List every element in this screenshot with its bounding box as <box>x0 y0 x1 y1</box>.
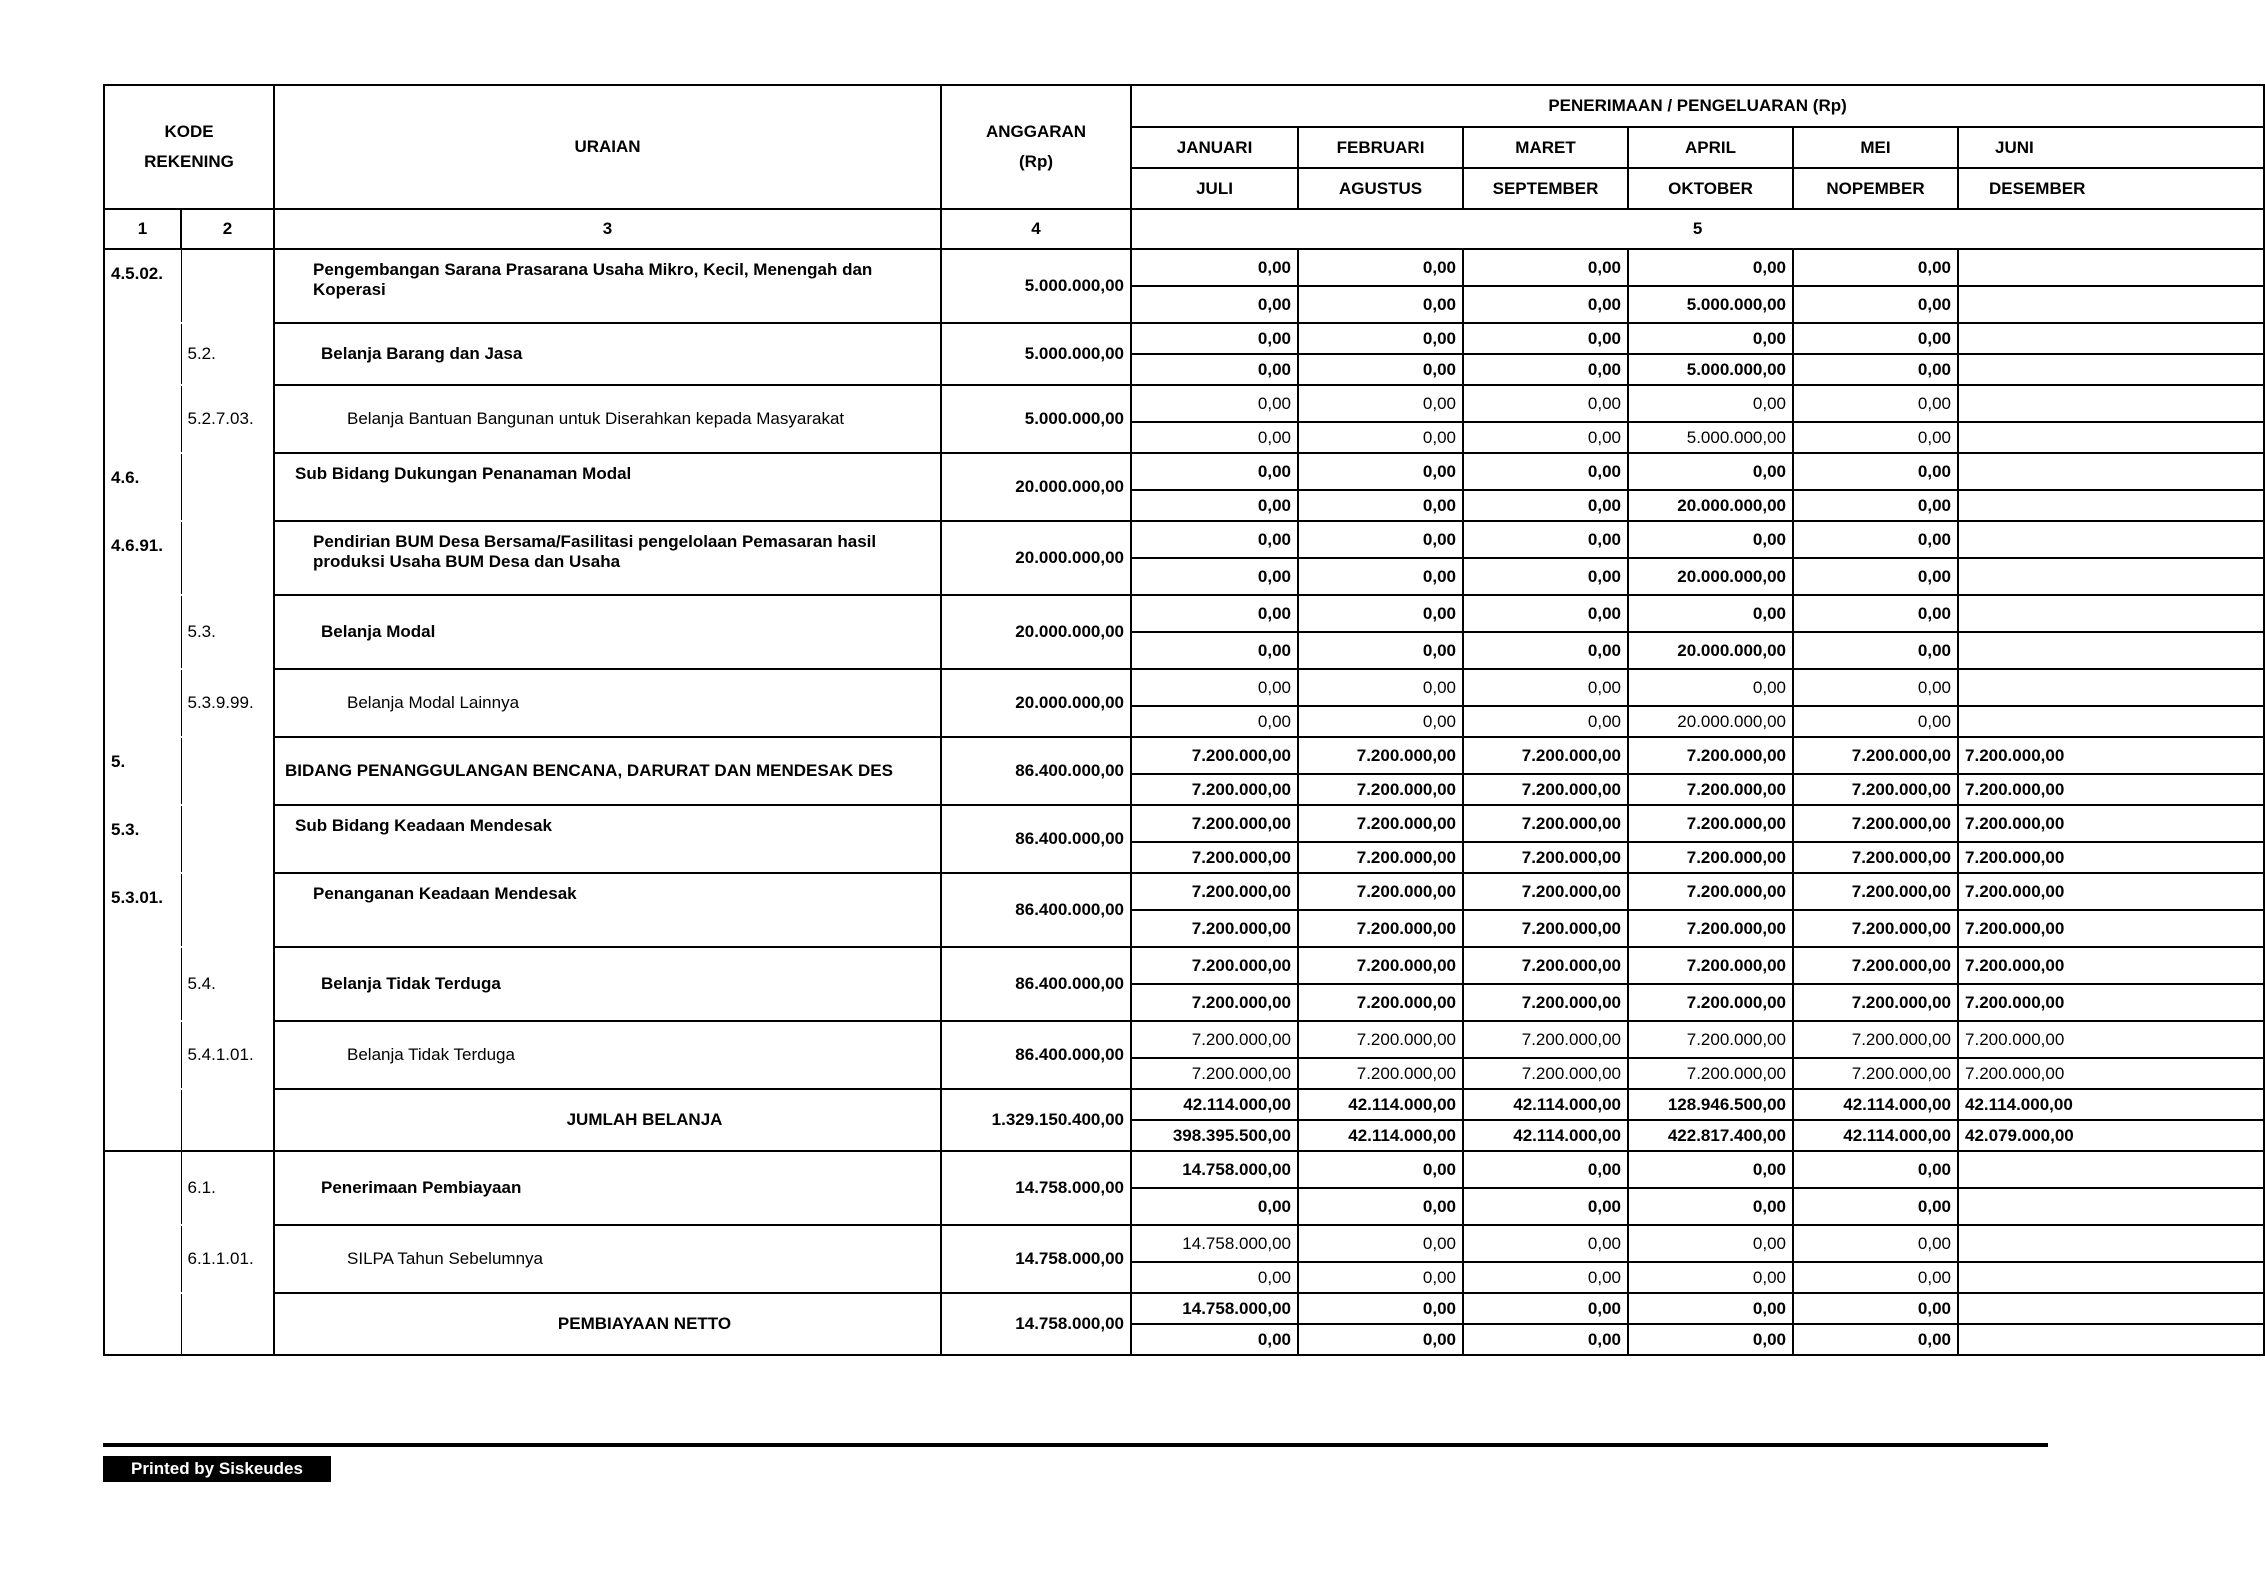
month-value-top: 42.114.000,00 <box>1463 1089 1628 1120</box>
month-value-bottom: 20.000.000,00 <box>1628 490 1793 521</box>
month-value-bottom: 7.200.000,00 <box>1793 842 1958 873</box>
month-value-bottom <box>1958 1262 2264 1293</box>
month-value-top: 0,00 <box>1463 453 1628 490</box>
month-value-top: 0,00 <box>1298 521 1463 558</box>
month-value-bottom: 0,00 <box>1793 558 1958 595</box>
month-value-top: 0,00 <box>1793 1151 1958 1188</box>
header-month-bottom: DESEMBER <box>1958 168 2264 209</box>
month-value-top: 0,00 <box>1628 1151 1793 1188</box>
month-value-bottom: 0,00 <box>1131 1188 1298 1225</box>
kode-rekening-2: 5.2.7.03. <box>181 385 274 453</box>
header-month-top: APRIL <box>1628 127 1793 168</box>
kode-rekening-2: 6.1. <box>181 1151 274 1225</box>
month-value-bottom: 0,00 <box>1793 706 1958 737</box>
month-value-bottom: 0,00 <box>1131 1262 1298 1293</box>
uraian-cell: Belanja Tidak Terduga <box>274 947 941 1021</box>
uraian-cell: Sub Bidang Dukungan Penanaman Modal <box>274 453 941 521</box>
month-value-bottom <box>1958 490 2264 521</box>
table-row <box>104 249 2264 286</box>
table-row <box>104 947 2264 984</box>
month-value-top: 0,00 <box>1628 669 1793 706</box>
month-value-bottom: 0,00 <box>1793 354 1958 385</box>
month-value-top: 0,00 <box>1463 249 1628 286</box>
uraian-cell: Belanja Tidak Terduga <box>274 1021 941 1089</box>
month-value-bottom: 7.200.000,00 <box>1463 774 1628 805</box>
month-value-top: 14.758.000,00 <box>1131 1225 1298 1262</box>
uraian-cell: JUMLAH BELANJA <box>274 1089 941 1151</box>
month-value-top: 7.200.000,00 <box>1793 947 1958 984</box>
month-value-top: 0,00 <box>1131 453 1298 490</box>
month-value-bottom: 0,00 <box>1131 558 1298 595</box>
month-value-bottom: 0,00 <box>1793 632 1958 669</box>
kode-rekening-2: 5.3.9.99. <box>181 669 274 737</box>
month-value-top: 0,00 <box>1131 323 1298 354</box>
table-row <box>104 1225 2264 1262</box>
month-value-bottom: 0,00 <box>1298 490 1463 521</box>
month-value-top: 7.200.000,00 <box>1298 873 1463 910</box>
month-value-top: 0,00 <box>1131 521 1298 558</box>
month-value-bottom: 7.200.000,00 <box>1131 774 1298 805</box>
kode-rekening-2: 6.1.1.01. <box>181 1225 274 1293</box>
month-value-bottom: 42.079.000,00 <box>1958 1120 2264 1151</box>
month-value-top <box>1958 249 2264 286</box>
anggaran-cell: 20.000.000,00 <box>941 669 1131 737</box>
budget-table <box>103 84 2265 1356</box>
kode-rekening-2 <box>181 453 274 521</box>
header-month-bottom: NOPEMBER <box>1793 168 1958 209</box>
anggaran-cell: 86.400.000,00 <box>941 947 1131 1021</box>
month-value-bottom: 0,00 <box>1131 1324 1298 1355</box>
header-uraian: URAIAN <box>274 85 941 209</box>
kode-rekening-1 <box>104 1021 181 1089</box>
kode-rekening-2: 5.4. <box>181 947 274 1021</box>
month-value-top: 128.946.500,00 <box>1628 1089 1793 1120</box>
month-value-bottom: 0,00 <box>1628 1262 1793 1293</box>
anggaran-cell: 5.000.000,00 <box>941 323 1131 385</box>
month-value-bottom <box>1958 1324 2264 1355</box>
month-value-bottom: 0,00 <box>1463 354 1628 385</box>
month-value-top: 7.200.000,00 <box>1628 947 1793 984</box>
month-value-bottom <box>1958 706 2264 737</box>
month-value-bottom: 7.200.000,00 <box>1958 842 2264 873</box>
month-value-bottom: 422.817.400,00 <box>1628 1120 1793 1151</box>
month-value-top <box>1958 323 2264 354</box>
month-value-top: 7.200.000,00 <box>1628 805 1793 842</box>
month-value-top: 7.200.000,00 <box>1131 737 1298 774</box>
month-value-top: 7.200.000,00 <box>1958 737 2264 774</box>
kode-rekening-2 <box>181 249 274 323</box>
month-value-top <box>1958 669 2264 706</box>
month-value-top: 7.200.000,00 <box>1958 873 2264 910</box>
month-value-bottom: 0,00 <box>1628 1324 1793 1355</box>
month-value-top: 7.200.000,00 <box>1463 947 1628 984</box>
month-value-bottom: 7.200.000,00 <box>1793 774 1958 805</box>
kode-rekening-2: 5.3. <box>181 595 274 669</box>
month-value-bottom: 0,00 <box>1463 286 1628 323</box>
kode-rekening-1 <box>104 1293 181 1355</box>
month-value-top: 0,00 <box>1463 521 1628 558</box>
month-value-bottom: 0,00 <box>1463 1262 1628 1293</box>
header-month-bottom: OKTOBER <box>1628 168 1793 209</box>
month-value-top: 0,00 <box>1131 595 1298 632</box>
kode-rekening-2 <box>181 521 274 595</box>
month-value-top: 7.200.000,00 <box>1793 737 1958 774</box>
month-value-top: 0,00 <box>1628 595 1793 632</box>
uraian-cell: Penerimaan Pembiayaan <box>274 1151 941 1225</box>
month-value-top: 7.200.000,00 <box>1131 805 1298 842</box>
uraian-cell: BIDANG PENANGGULANGAN BENCANA, DARURAT DAN MENDESAK DES <box>274 737 941 805</box>
header-month-top: MEI <box>1793 127 1958 168</box>
month-value-top: 0,00 <box>1628 385 1793 422</box>
month-value-bottom: 7.200.000,00 <box>1131 910 1298 947</box>
month-value-top: 0,00 <box>1793 1225 1958 1262</box>
month-value-top: 0,00 <box>1793 1293 1958 1324</box>
uraian-cell: Pendirian BUM Desa Bersama/Fasilitasi pengelolaan Pemasaran hasil produksi Usaha BUM Desa dan Usaha <box>274 521 941 595</box>
month-value-bottom: 7.200.000,00 <box>1131 1058 1298 1089</box>
month-value-bottom: 0,00 <box>1463 1188 1628 1225</box>
header-penerimaan: PENERIMAAN / PENGELUARAN (Rp) <box>1131 85 2264 127</box>
kode-rekening-1 <box>104 1089 181 1151</box>
anggaran-cell: 20.000.000,00 <box>941 595 1131 669</box>
header-month-top: JANUARI <box>1131 127 1298 168</box>
uraian-cell: Belanja Modal <box>274 595 941 669</box>
column-number: 2 <box>181 209 274 249</box>
month-value-top: 0,00 <box>1463 385 1628 422</box>
kode-rekening-1 <box>104 947 181 1021</box>
month-value-top: 7.200.000,00 <box>1298 947 1463 984</box>
month-value-top: 0,00 <box>1298 1151 1463 1188</box>
month-value-bottom: 0,00 <box>1298 1324 1463 1355</box>
month-value-bottom: 0,00 <box>1298 1262 1463 1293</box>
header-month-bottom: AGUSTUS <box>1298 168 1463 209</box>
month-value-bottom: 7.200.000,00 <box>1298 842 1463 873</box>
month-value-bottom: 7.200.000,00 <box>1958 910 2264 947</box>
month-value-bottom: 7.200.000,00 <box>1298 774 1463 805</box>
month-value-top: 7.200.000,00 <box>1958 1021 2264 1058</box>
header-kode-rekening: KODE REKENING <box>104 85 274 209</box>
month-value-top: 0,00 <box>1298 453 1463 490</box>
month-value-bottom: 5.000.000,00 <box>1628 286 1793 323</box>
month-value-top: 0,00 <box>1298 385 1463 422</box>
header-anggaran: ANGGARAN (Rp) <box>941 85 1131 209</box>
month-value-top: 0,00 <box>1298 595 1463 632</box>
month-value-top: 42.114.000,00 <box>1793 1089 1958 1120</box>
month-value-bottom: 7.200.000,00 <box>1628 842 1793 873</box>
month-value-top: 7.200.000,00 <box>1463 873 1628 910</box>
month-value-bottom: 7.200.000,00 <box>1793 984 1958 1021</box>
month-value-bottom: 0,00 <box>1463 632 1628 669</box>
month-value-top: 0,00 <box>1298 1293 1463 1324</box>
month-value-top <box>1958 385 2264 422</box>
month-value-bottom: 0,00 <box>1131 706 1298 737</box>
month-value-top: 7.200.000,00 <box>1463 737 1628 774</box>
month-value-bottom: 7.200.000,00 <box>1958 1058 2264 1089</box>
uraian-cell: Pengembangan Sarana Prasarana Usaha Mikro, Kecil, Menengah dan Koperasi <box>274 249 941 323</box>
table-row <box>104 1293 2264 1324</box>
anggaran-cell: 1.329.150.400,00 <box>941 1089 1131 1151</box>
month-value-top <box>1958 453 2264 490</box>
kode-rekening-1 <box>104 669 181 737</box>
month-value-bottom: 0,00 <box>1793 1324 1958 1355</box>
anggaran-cell: 14.758.000,00 <box>941 1293 1131 1355</box>
month-value-top: 14.758.000,00 <box>1131 1151 1298 1188</box>
month-value-bottom: 0,00 <box>1463 490 1628 521</box>
uraian-cell: Belanja Modal Lainnya <box>274 669 941 737</box>
month-value-top <box>1958 1293 2264 1324</box>
uraian-cell: Sub Bidang Keadaan Mendesak <box>274 805 941 873</box>
table-row <box>104 805 2264 842</box>
month-value-bottom: 0,00 <box>1793 1262 1958 1293</box>
table-row <box>104 323 2264 354</box>
month-value-bottom <box>1958 558 2264 595</box>
kode-rekening-1: 4.5.02. <box>104 249 181 323</box>
month-value-bottom: 42.114.000,00 <box>1463 1120 1628 1151</box>
month-value-bottom: 0,00 <box>1298 632 1463 669</box>
anggaran-cell: 20.000.000,00 <box>941 521 1131 595</box>
kode-rekening-1 <box>104 595 181 669</box>
month-value-top: 0,00 <box>1793 385 1958 422</box>
kode-rekening-2 <box>181 805 274 873</box>
table-row <box>104 1089 2264 1120</box>
month-value-top: 0,00 <box>1628 453 1793 490</box>
kode-rekening-1 <box>104 323 181 385</box>
month-value-top: 0,00 <box>1131 385 1298 422</box>
column-number: 5 <box>1131 209 2264 249</box>
table-row <box>104 1151 2264 1188</box>
month-value-bottom: 0,00 <box>1298 706 1463 737</box>
month-value-bottom: 0,00 <box>1793 422 1958 453</box>
month-value-top: 0,00 <box>1298 249 1463 286</box>
month-value-bottom: 0,00 <box>1298 286 1463 323</box>
anggaran-cell: 5.000.000,00 <box>941 385 1131 453</box>
month-value-bottom: 7.200.000,00 <box>1793 910 1958 947</box>
month-value-top: 7.200.000,00 <box>1958 947 2264 984</box>
month-value-bottom: 0,00 <box>1793 1188 1958 1225</box>
month-value-top: 0,00 <box>1793 595 1958 632</box>
month-value-top: 7.200.000,00 <box>1628 873 1793 910</box>
month-value-bottom <box>1958 286 2264 323</box>
month-value-bottom: 7.200.000,00 <box>1131 842 1298 873</box>
month-value-top: 7.200.000,00 <box>1793 805 1958 842</box>
month-value-top: 0,00 <box>1793 669 1958 706</box>
month-value-top <box>1958 1225 2264 1262</box>
anggaran-cell: 86.400.000,00 <box>941 737 1131 805</box>
month-value-top: 7.200.000,00 <box>1298 1021 1463 1058</box>
month-value-top: 0,00 <box>1463 1293 1628 1324</box>
month-value-bottom <box>1958 422 2264 453</box>
table-row <box>104 737 2264 774</box>
month-value-top: 7.200.000,00 <box>1628 1021 1793 1058</box>
month-value-bottom: 0,00 <box>1793 490 1958 521</box>
header-month-top: MARET <box>1463 127 1628 168</box>
header-month-top: JUNI <box>1958 127 2264 168</box>
month-value-top: 42.114.000,00 <box>1298 1089 1463 1120</box>
month-value-bottom: 7.200.000,00 <box>1131 984 1298 1021</box>
printed-by-badge: Printed by Siskeudes <box>103 1456 331 1482</box>
month-value-top: 0,00 <box>1131 249 1298 286</box>
month-value-bottom: 0,00 <box>1463 558 1628 595</box>
month-value-top: 0,00 <box>1298 669 1463 706</box>
month-value-top: 7.200.000,00 <box>1298 805 1463 842</box>
uraian-cell: Belanja Barang dan Jasa <box>274 323 941 385</box>
month-value-bottom: 7.200.000,00 <box>1463 1058 1628 1089</box>
month-value-bottom: 398.395.500,00 <box>1131 1120 1298 1151</box>
month-value-bottom: 7.200.000,00 <box>1298 1058 1463 1089</box>
anggaran-cell: 86.400.000,00 <box>941 805 1131 873</box>
month-value-bottom <box>1958 354 2264 385</box>
month-value-top: 0,00 <box>1463 323 1628 354</box>
month-value-bottom: 7.200.000,00 <box>1958 984 2264 1021</box>
month-value-bottom: 20.000.000,00 <box>1628 706 1793 737</box>
table-row <box>104 521 2264 558</box>
month-value-top: 7.200.000,00 <box>1958 805 2264 842</box>
kode-rekening-2: 5.4.1.01. <box>181 1021 274 1089</box>
month-value-bottom: 0,00 <box>1628 1188 1793 1225</box>
uraian-cell: SILPA Tahun Sebelumnya <box>274 1225 941 1293</box>
month-value-bottom: 0,00 <box>1298 354 1463 385</box>
month-value-bottom: 0,00 <box>1463 706 1628 737</box>
month-value-top: 0,00 <box>1463 1151 1628 1188</box>
month-value-top: 0,00 <box>1463 595 1628 632</box>
month-value-top: 0,00 <box>1463 669 1628 706</box>
month-value-top <box>1958 1151 2264 1188</box>
month-value-bottom: 0,00 <box>1131 422 1298 453</box>
month-value-bottom: 7.200.000,00 <box>1628 1058 1793 1089</box>
month-value-bottom: 42.114.000,00 <box>1793 1120 1958 1151</box>
kode-rekening-1: 4.6.91. <box>104 521 181 595</box>
month-value-bottom: 7.200.000,00 <box>1628 774 1793 805</box>
month-value-bottom: 42.114.000,00 <box>1298 1120 1463 1151</box>
month-value-bottom: 0,00 <box>1131 286 1298 323</box>
table-row <box>104 873 2264 910</box>
month-value-bottom: 7.200.000,00 <box>1298 910 1463 947</box>
kode-rekening-2: 5.2. <box>181 323 274 385</box>
month-value-bottom: 0,00 <box>1463 1324 1628 1355</box>
month-value-bottom: 0,00 <box>1298 422 1463 453</box>
column-number: 1 <box>104 209 181 249</box>
anggaran-cell: 5.000.000,00 <box>941 249 1131 323</box>
table-row <box>104 453 2264 490</box>
kode-rekening-1: 4.6. <box>104 453 181 521</box>
month-value-bottom: 0,00 <box>1793 286 1958 323</box>
month-value-top: 7.200.000,00 <box>1131 947 1298 984</box>
table-body <box>104 249 2264 1355</box>
month-value-top: 42.114.000,00 <box>1958 1089 2264 1120</box>
month-value-bottom: 0,00 <box>1131 490 1298 521</box>
table-row <box>104 1021 2264 1058</box>
month-value-bottom: 7.200.000,00 <box>1463 910 1628 947</box>
header-month-bottom: SEPTEMBER <box>1463 168 1628 209</box>
table-row <box>104 669 2264 706</box>
table-row <box>104 385 2264 422</box>
table-row <box>104 595 2264 632</box>
uraian-cell: Belanja Bantuan Bangunan untuk Diserahkan kepada Masyarakat <box>274 385 941 453</box>
month-value-top: 14.758.000,00 <box>1131 1293 1298 1324</box>
anggaran-cell: 20.000.000,00 <box>941 453 1131 521</box>
kode-rekening-1 <box>104 1151 181 1225</box>
month-value-top: 7.200.000,00 <box>1463 805 1628 842</box>
month-value-top <box>1958 521 2264 558</box>
anggaran-cell: 14.758.000,00 <box>941 1151 1131 1225</box>
month-value-top: 7.200.000,00 <box>1793 873 1958 910</box>
report-sheet <box>103 84 2086 1446</box>
month-value-bottom: 7.200.000,00 <box>1958 774 2264 805</box>
month-value-bottom: 7.200.000,00 <box>1463 842 1628 873</box>
month-value-bottom: 7.200.000,00 <box>1463 984 1628 1021</box>
month-value-top <box>1958 595 2264 632</box>
bottom-rule <box>103 1443 2048 1447</box>
month-value-top: 7.200.000,00 <box>1628 737 1793 774</box>
kode-rekening-1 <box>104 1225 181 1293</box>
month-value-top: 0,00 <box>1628 1293 1793 1324</box>
kode-rekening-2 <box>181 737 274 805</box>
kode-rekening-1 <box>104 385 181 453</box>
kode-rekening-1: 5.3.01. <box>104 873 181 947</box>
kode-rekening-2 <box>181 1089 274 1151</box>
month-value-top: 0,00 <box>1298 323 1463 354</box>
anggaran-cell: 86.400.000,00 <box>941 1021 1131 1089</box>
month-value-bottom: 20.000.000,00 <box>1628 558 1793 595</box>
month-value-bottom: 0,00 <box>1131 632 1298 669</box>
month-value-top: 0,00 <box>1793 521 1958 558</box>
header-month-bottom: JULI <box>1131 168 1298 209</box>
month-value-top: 0,00 <box>1628 1225 1793 1262</box>
month-value-bottom: 7.200.000,00 <box>1298 984 1463 1021</box>
month-value-bottom: 20.000.000,00 <box>1628 632 1793 669</box>
kode-rekening-2 <box>181 873 274 947</box>
month-value-top: 7.200.000,00 <box>1793 1021 1958 1058</box>
month-value-top: 0,00 <box>1793 323 1958 354</box>
month-value-top: 0,00 <box>1463 1225 1628 1262</box>
header-month-top: FEBRUARI <box>1298 127 1463 168</box>
month-value-top: 0,00 <box>1628 249 1793 286</box>
month-value-top: 0,00 <box>1298 1225 1463 1262</box>
month-value-bottom: 5.000.000,00 <box>1628 354 1793 385</box>
month-value-top: 0,00 <box>1628 521 1793 558</box>
anggaran-cell: 14.758.000,00 <box>941 1225 1131 1293</box>
uraian-cell: PEMBIAYAAN NETTO <box>274 1293 941 1355</box>
month-value-bottom: 0,00 <box>1298 558 1463 595</box>
month-value-bottom: 0,00 <box>1463 422 1628 453</box>
column-number: 4 <box>941 209 1131 249</box>
month-value-top: 0,00 <box>1793 249 1958 286</box>
month-value-bottom <box>1958 632 2264 669</box>
column-number: 3 <box>274 209 941 249</box>
month-value-top: 0,00 <box>1793 453 1958 490</box>
month-value-bottom: 7.200.000,00 <box>1793 1058 1958 1089</box>
kode-rekening-2 <box>181 1293 274 1355</box>
month-value-top: 7.200.000,00 <box>1131 873 1298 910</box>
month-value-bottom: 0,00 <box>1131 354 1298 385</box>
month-value-top: 0,00 <box>1628 323 1793 354</box>
kode-rekening-1: 5.3. <box>104 805 181 873</box>
month-value-bottom: 7.200.000,00 <box>1628 910 1793 947</box>
month-value-top: 7.200.000,00 <box>1463 1021 1628 1058</box>
month-value-bottom: 5.000.000,00 <box>1628 422 1793 453</box>
month-value-top: 0,00 <box>1131 669 1298 706</box>
month-value-top: 42.114.000,00 <box>1131 1089 1298 1120</box>
uraian-cell: Penanganan Keadaan Mendesak <box>274 873 941 947</box>
kode-rekening-1: 5. <box>104 737 181 805</box>
anggaran-cell: 86.400.000,00 <box>941 873 1131 947</box>
month-value-bottom <box>1958 1188 2264 1225</box>
month-value-bottom: 0,00 <box>1298 1188 1463 1225</box>
month-value-bottom: 7.200.000,00 <box>1628 984 1793 1021</box>
month-value-top: 7.200.000,00 <box>1298 737 1463 774</box>
month-value-top: 7.200.000,00 <box>1131 1021 1298 1058</box>
